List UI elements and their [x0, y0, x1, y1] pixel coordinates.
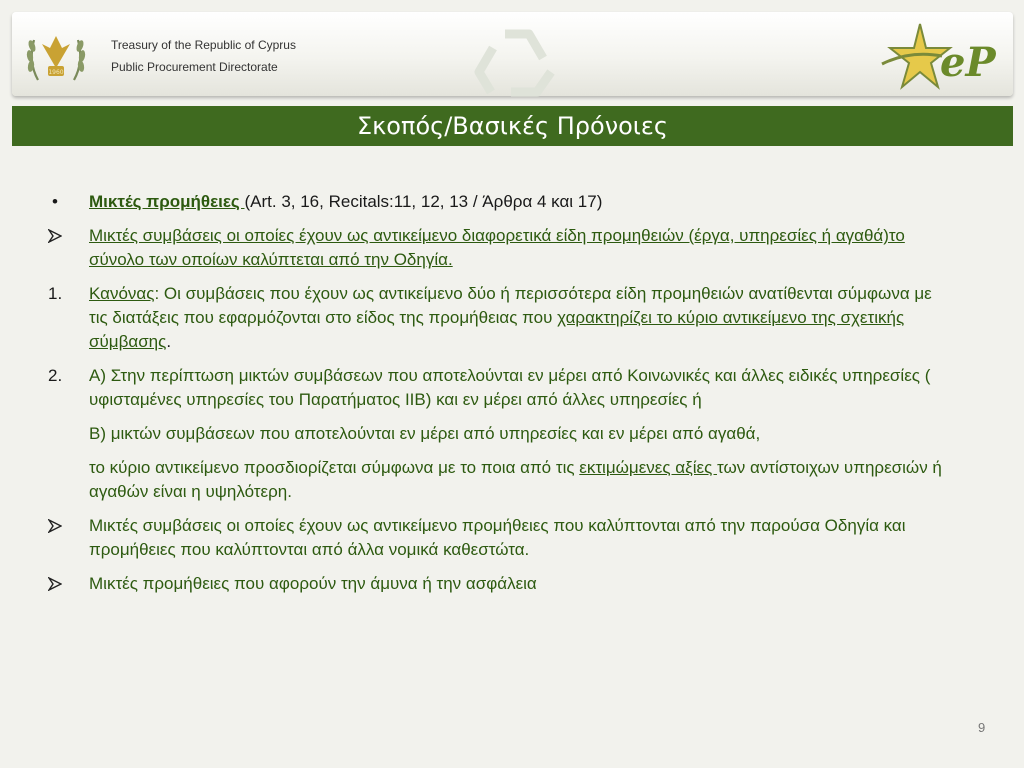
- bullet-mixed-procurement: [48, 190, 948, 214]
- defence-text: Μικτές προμήθειες που αφορούν την άμυνα ή την ασφάλεια: [89, 574, 537, 593]
- rule-end: .: [166, 332, 172, 351]
- number-marker-2: 2.: [48, 366, 63, 385]
- arrow-bullet-icon: [48, 572, 78, 598]
- arrow-bullet-icon: [48, 514, 78, 540]
- paragraph-services-goods: [48, 422, 948, 446]
- main-object-text-2: των αντίστοιχων υπηρεσιών ή αγαθών είναι η υψηλότερη.: [89, 458, 942, 501]
- mixed-procurement-refs: (Art. 3, 16, Recitals:11, 12, 13 / Άρθρα 4 και 17): [244, 192, 603, 211]
- mixed-contracts-text: Μικτές συμβάσεις οι οποίες έχουν ως αντικείμενο διαφορετικά είδη προμηθειών (έργα, υπηρεσίες ή αγαθά)το σύνολο των οποίων καλύπτεται από την Οδηγία.: [89, 226, 905, 269]
- social-services-text: Α) Στην περίπτωση μικτών συμβάσεων που αποτελούνται εν μέρει από Κοινωνικές και άλλες ειδικές υπηρεσίες ( υφισταμένες υπηρεσίες του Παρατήματος ΙΙΒ) και εν μέρει από άλλες υπηρεσίες ή: [89, 366, 931, 409]
- other-regimes-text: Μικτές συμβάσεις οι οποίες έχουν ως αντικείμενο προμήθειες που καλύπτονται από την παρούσα Οδηγία και προμήθειες που καλύπτονται από άλλα νομικά καθεστώτα.: [89, 516, 906, 559]
- slide-header: [12, 12, 1013, 96]
- numbered-item-rule: [48, 282, 948, 354]
- slide-content: [48, 190, 948, 606]
- mixed-procurement-term: Μικτές προμήθειες: [89, 192, 245, 211]
- estimated-values-link: εκτιμώμενες αξίες: [579, 458, 717, 477]
- ep-logo-text: eP: [940, 39, 996, 86]
- arrow-item-other-regimes: [48, 514, 948, 562]
- numbered-item-social-services: [48, 364, 948, 412]
- page-number: 9: [978, 720, 986, 735]
- number-marker-1: 1.: [48, 284, 63, 303]
- svg-text:1960: 1960: [48, 69, 64, 76]
- recycle-watermark-icon: [467, 24, 567, 98]
- cyprus-crest-logo: [26, 22, 86, 88]
- slide-title: Σκοπός/Βασικές Πρόνοιες: [12, 106, 1013, 146]
- org-line-directorate: Public Procurement Directorate: [111, 60, 278, 74]
- paragraph-main-object: [48, 456, 948, 504]
- rule-main-object-link: χαρακτηρίζει το κύριο αντικείμενο της σχετικής σύμβασης: [89, 308, 905, 351]
- ep-star-logo: [880, 20, 1004, 92]
- arrow-item-mixed-contracts: [48, 224, 948, 272]
- services-goods-text: Β) μικτών συμβάσεων που αποτελούνται εν μέρει από υπηρεσίες και εν μέρει από αγαθά,: [89, 424, 761, 443]
- rule-text: : Οι συμβάσεις που έχουν ως αντικείμενο δύο ή περισσότερα είδη προμηθειών ανατίθενται σύμφωνα με τις διατάξεις που εφαρμόζονται στο είδος της προμήθειας που: [89, 284, 932, 327]
- arrow-item-defence: [48, 572, 948, 596]
- org-line-treasury: Treasury of the Republic of Cyprus: [111, 38, 296, 52]
- arrow-bullet-icon: [48, 224, 78, 250]
- rule-term: Κανόνας: [89, 284, 155, 303]
- main-object-text-1: το κύριο αντικείμενο προσδιορίζεται σύμφωνα με το ποια από τις: [89, 458, 580, 477]
- organization-name: [111, 34, 296, 78]
- bullet-marker: •: [52, 192, 58, 211]
